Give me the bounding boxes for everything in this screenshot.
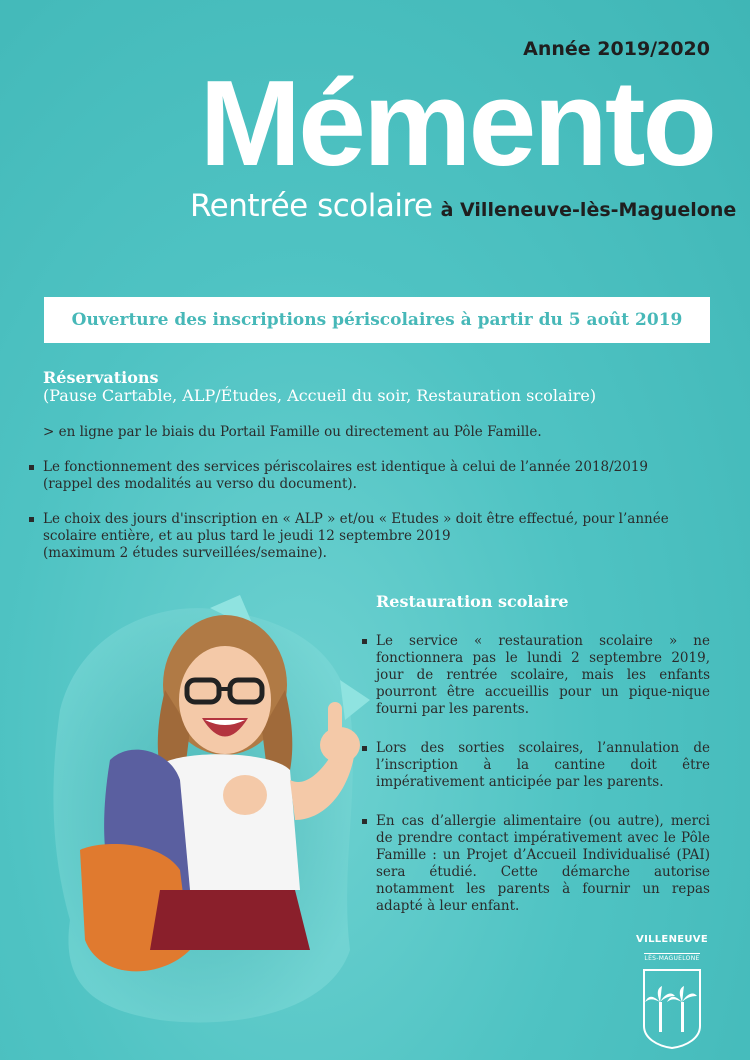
- restauration-heading: Restauration scolaire: [376, 592, 569, 611]
- restauration-bullet: [376, 740, 710, 791]
- reservations-online: > en ligne par le biais du Portail Famille ou directement au Pôle Famille.: [43, 424, 542, 440]
- bullet-text: En cas d’allergie alimentaire (ou autre), merci de prendre contact impérativement avec le Pôle Famille : un Projet d’Accueil Individualisé (PAI) sera étudié. Cette démarche autorise notamment les parents à fournir un repas adapté à leur enfant.: [376, 813, 710, 914]
- bullet-square-icon: [29, 465, 34, 470]
- banner-text: Ouverture des inscriptions périscolaires à partir du 5 août 2019: [71, 310, 683, 330]
- restauration-bullet: [376, 813, 710, 915]
- reservations-section: [43, 369, 723, 562]
- reservations-heading: Réservations: [43, 368, 159, 387]
- registration-banner: [44, 297, 710, 343]
- page-title: Mémento: [199, 55, 714, 191]
- page-subtitle: [190, 188, 736, 224]
- restauration-bullet: [376, 633, 710, 718]
- reservations-bullet: [43, 511, 713, 562]
- logo-line1: VILLENEUVE: [636, 934, 708, 945]
- bullet-square-icon: [362, 746, 367, 751]
- bullet-text: Lors des sorties scolaires, l’annulation de l’inscription à la cantine doit être impérativement anticipée par les parents.: [376, 740, 710, 790]
- reservations-services: (Pause Cartable, ALP/Études, Accueil du soir, Restauration scolaire): [43, 386, 597, 405]
- reservations-bullet: [43, 459, 723, 493]
- palm-trees-crest-icon: [642, 968, 702, 1050]
- bullet-line: Le fonctionnement des services périscolaires est identique à celui de l’année 2018/2019: [43, 459, 649, 475]
- bullet-line: (rappel des modalités au verso du document).: [43, 476, 357, 492]
- bullet-text: Le service « restauration scolaire » ne fonctionnera pas le lundi 2 septembre 2019, jour de rentrée scolaire, mais les enfants pourront être accueillis pour un pique-nique fourni par les parents.: [376, 633, 710, 717]
- bullet-line: Le choix des jours d'inscription en « ALP » et/ou « Etudes » doit être effectué, pour l’année scolaire entière, et au plus tard le jeudi 12 septembre 2019: [43, 511, 669, 544]
- subtitle-main: Rentrée scolaire: [190, 188, 433, 224]
- subtitle-place: à Villeneuve-lès-Maguelone: [440, 199, 737, 221]
- logo-line2: LÈS-MAGUELONE: [644, 955, 700, 962]
- bullet-square-icon: [362, 639, 367, 644]
- child-photo: [40, 590, 380, 1030]
- town-logo: [636, 934, 708, 1050]
- school-year: Année 2019/2020: [523, 38, 710, 60]
- bullet-line: (maximum 2 études surveillées/semaine).: [43, 545, 327, 561]
- restauration-section: [376, 592, 710, 915]
- bullet-square-icon: [29, 517, 34, 522]
- bullet-square-icon: [362, 819, 367, 824]
